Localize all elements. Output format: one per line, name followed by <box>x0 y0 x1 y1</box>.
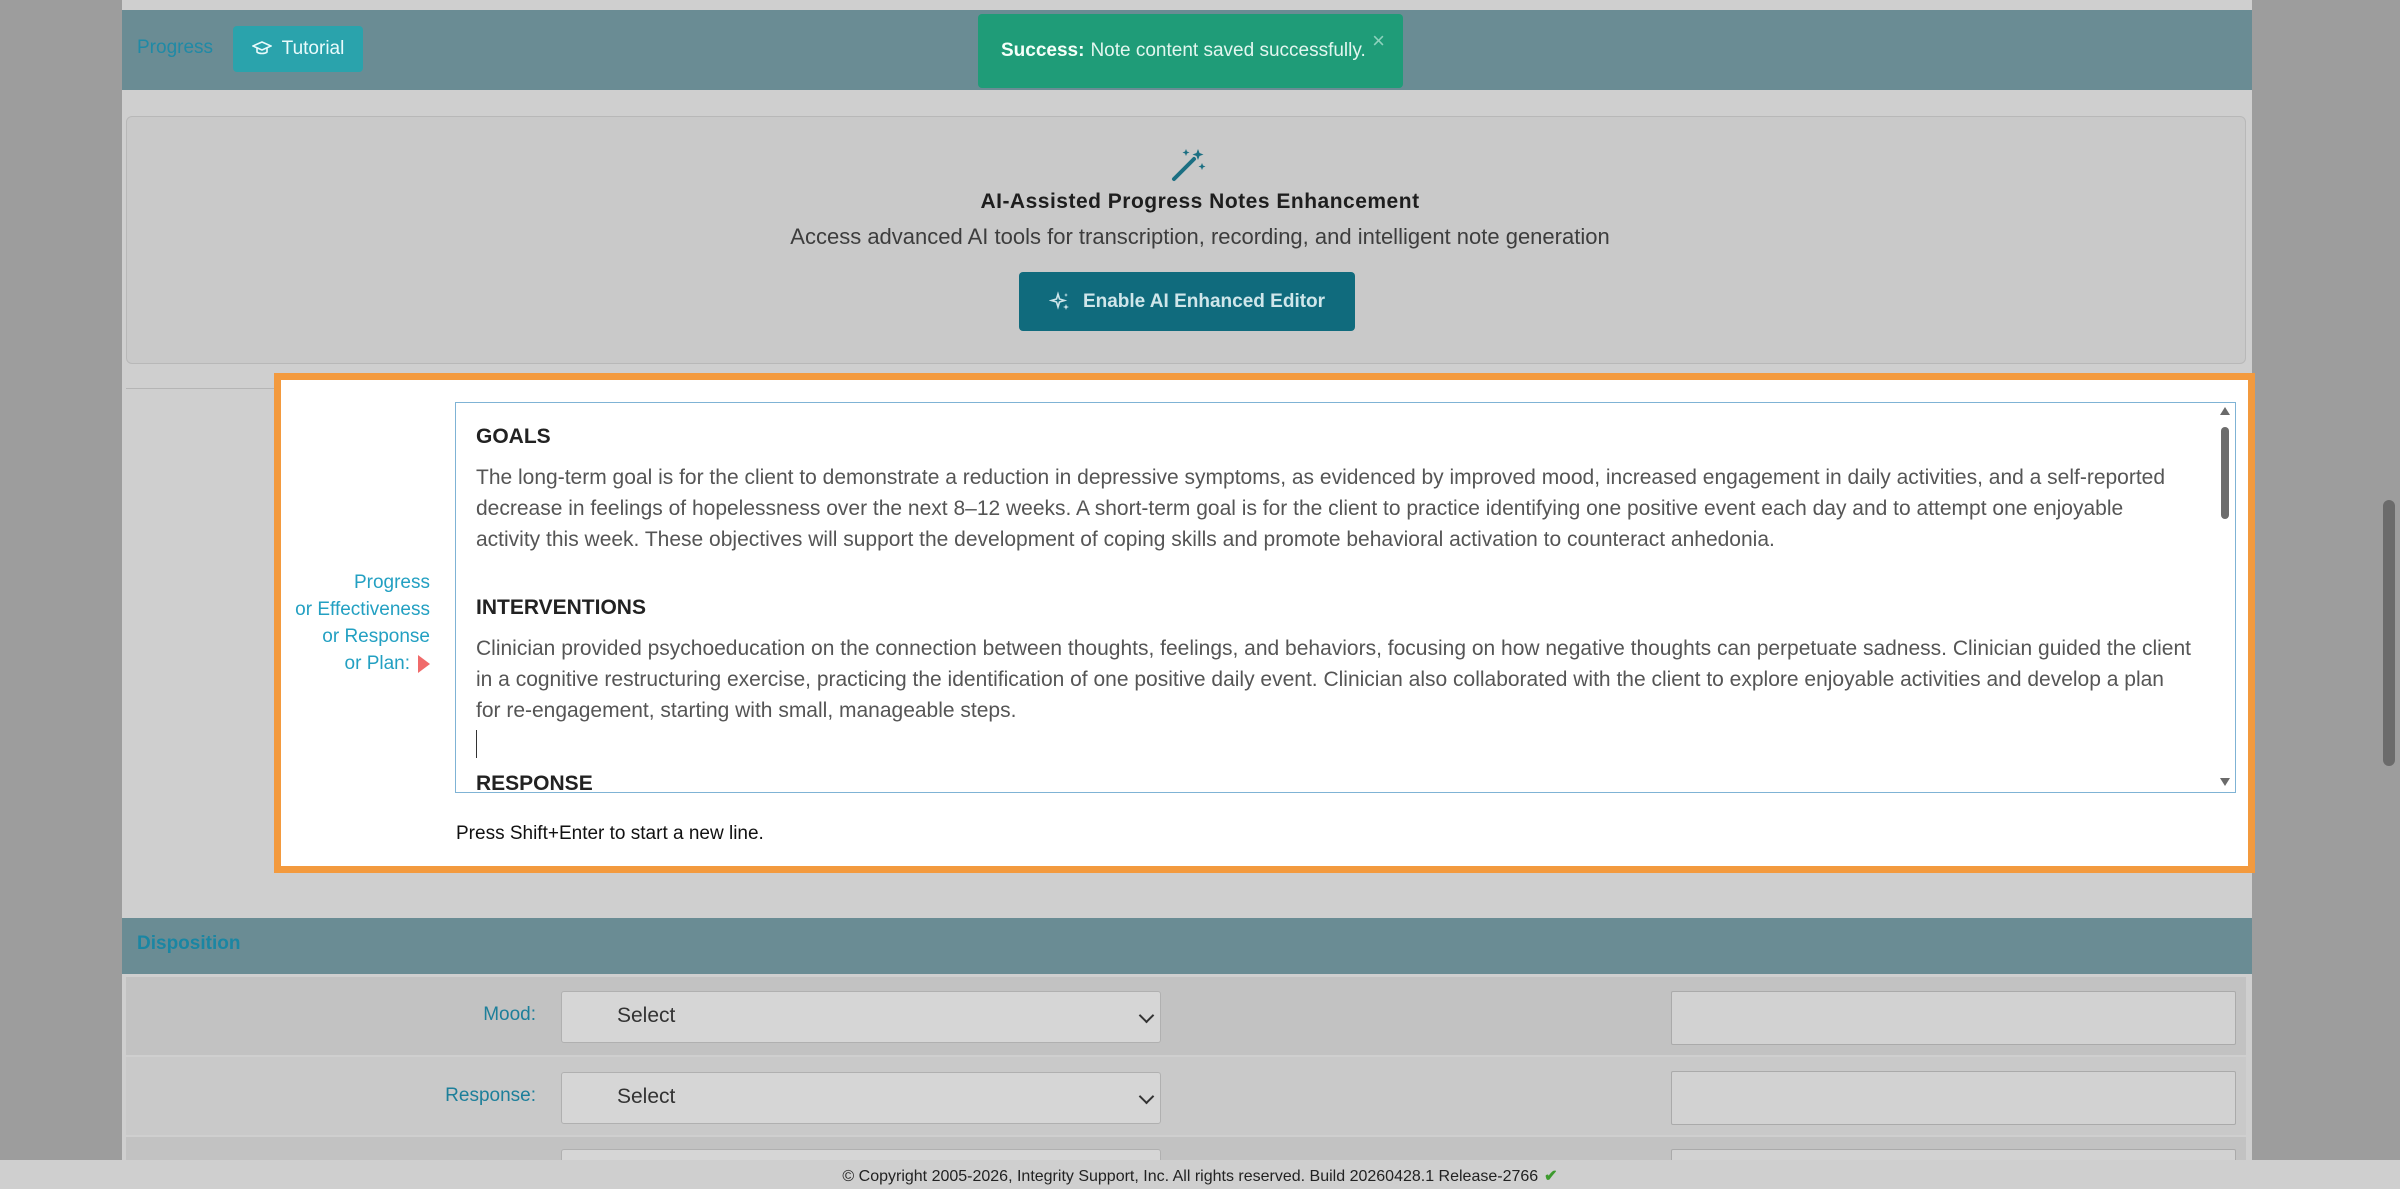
mood-row <box>126 977 2246 1055</box>
enable-ai-editor-label: Enable AI Enhanced Editor <box>1082 290 1326 312</box>
mood-select[interactable] <box>561 991 1161 1043</box>
mood-label: Mood: <box>483 1004 536 1025</box>
scroll-down-arrow-icon[interactable] <box>2220 778 2230 786</box>
response-row <box>126 1057 2246 1135</box>
magic-wand-icon <box>1168 145 1208 185</box>
ai-panel-title: AI-Assisted Progress Notes Enhancement <box>980 190 1420 213</box>
progress-note-editor[interactable] <box>455 402 2236 793</box>
section-text-interventions: Clinician provided psychoeducation on the connection between thoughts, feelings, and behaviors, focusing on how negative thoughts can perpetuate sadness. Clinician guided the client in a cognitive restructuring exercise, practicing the identification of one positive daily event. Clinician also collaborated with the client to explore enjoyable activities and develop a plan for re-engagement, starting with small, manageable steps. <box>476 637 2191 722</box>
tutorial-button[interactable] <box>233 26 363 72</box>
ai-panel-subtitle: Access advanced AI tools for transcription, recording, and intelligent note generation <box>790 224 1610 249</box>
editor-scroll-thumb[interactable] <box>2221 427 2229 519</box>
toast-close-icon[interactable]: × <box>1372 28 1385 53</box>
required-arrow-icon <box>418 655 430 673</box>
section-text-goals: The long-term goal is for the client to demonstrate a reduction in depressive symptoms, as evidenced by improved mood, increased engagement in daily activities, and a self-reported decrease in feelings of hopelessness over the next 8–12 weeks. A short-term goal is for the client to practice identifying one positive event each day and to attempt one enjoyable activity this week. These objectives will support the development of coping skills and promote behavioral activation to counteract anhedonia. <box>476 466 2166 551</box>
section-heading-goals: GOALS <box>476 425 551 448</box>
field-label-line-3: or Response <box>322 626 430 647</box>
mood-other-input[interactable] <box>1671 991 2236 1045</box>
response-select[interactable] <box>561 1072 1161 1124</box>
editor-content[interactable] <box>476 421 2191 793</box>
footer-copyright: © Copyright 2005-2026, Integrity Support, Inc. All rights reserved. Build 20260428.1 Release-2766 <box>842 1168 1539 1185</box>
chevron-down-icon <box>1139 1008 1155 1024</box>
field-label-line-1: Progress <box>353 572 430 593</box>
progress-section-title: Progress <box>137 37 214 58</box>
page-scrollbar-thumb[interactable] <box>2383 500 2395 766</box>
sparkle-icon <box>1049 291 1071 313</box>
disposition-section-header <box>122 918 2252 974</box>
check-icon: ✔ <box>1544 1168 1558 1185</box>
footer <box>0 1160 2400 1189</box>
mood-select-value: Select <box>617 1004 676 1027</box>
disposition-title: Disposition <box>137 933 241 954</box>
section-heading-interventions: INTERVENTIONS <box>476 596 646 619</box>
field-label-line-2: or Effectiveness <box>295 599 430 620</box>
editor-hint: Press Shift+Enter to start a new line. <box>456 823 764 844</box>
tutorial-button-label: Tutorial <box>281 38 345 59</box>
chevron-down-icon <box>1139 1089 1155 1105</box>
progress-field-label <box>270 569 430 677</box>
response-select-value: Select <box>617 1085 676 1108</box>
section-heading-response: RESPONSE <box>476 772 593 793</box>
success-toast <box>978 14 1403 88</box>
graduation-cap-icon <box>252 41 272 57</box>
field-label-line-4: or Plan: <box>270 650 430 677</box>
response-other-input[interactable] <box>1671 1071 2236 1125</box>
text-cursor <box>476 730 477 758</box>
toast-message: Note content saved successfully. <box>1090 40 1366 61</box>
response-label: Response: <box>445 1085 536 1106</box>
toast-title: Success: <box>1001 40 1085 61</box>
section-divider <box>126 388 276 389</box>
scroll-up-arrow-icon[interactable] <box>2220 407 2230 415</box>
enable-ai-editor-button[interactable] <box>1019 272 1355 331</box>
